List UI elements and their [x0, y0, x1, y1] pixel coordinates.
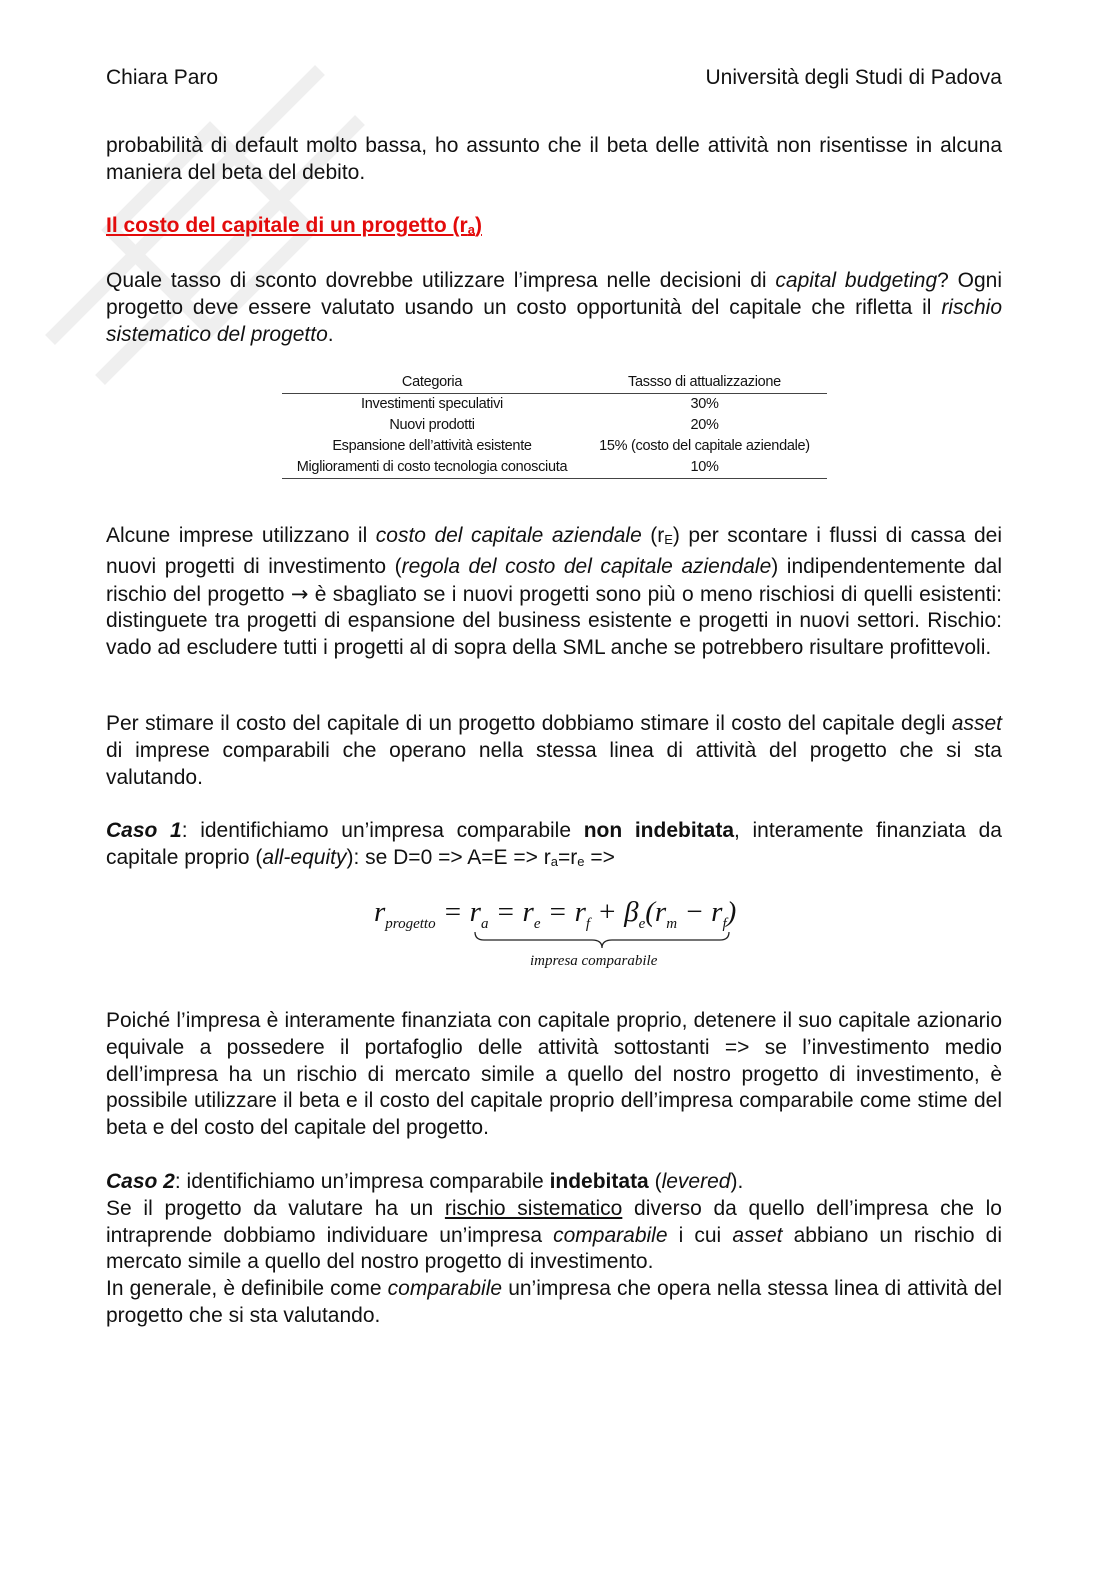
- emphasis-asset: asset: [732, 1223, 783, 1247]
- emphasis-rischio-sistematico: rischio sistematico del progetto: [106, 295, 1002, 346]
- formula-paren: ): [726, 896, 737, 928]
- table-cell: Espansione dell’attività esistente: [332, 438, 532, 454]
- arrow-icon: →: [290, 581, 309, 606]
- table-row: [282, 457, 827, 479]
- text-run: abbiano un rischio di mercato simile a quello del nostro progetto di investimento.: [106, 1223, 1003, 1274]
- text-run: =r: [558, 845, 578, 869]
- formula-symbol: r: [522, 896, 534, 928]
- emphasis-levered: levered: [661, 1170, 731, 1193]
- underbrace-label: impresa comparabile: [530, 953, 658, 969]
- text-run: ).: [730, 1170, 744, 1193]
- text-run: Se il progetto da valutare ha un: [106, 1196, 445, 1220]
- underlined-rischio-sistematico: rischio sistematico: [444, 1196, 623, 1220]
- header-university: Università degli Studi di Padova: [705, 66, 1002, 89]
- table-cell: Nuovi prodotti: [389, 417, 475, 433]
- formula-beta: β: [624, 896, 639, 928]
- formula-subscript: e: [533, 915, 541, 932]
- text-run: ): se D=0 => A=E => r: [346, 845, 551, 869]
- subscript: a: [550, 853, 558, 869]
- underbrace: [474, 930, 730, 950]
- section-heading-text: Il costo del capitale di un progetto (r: [106, 214, 468, 237]
- table-row: [282, 436, 827, 457]
- text-run: ? Ogni progetto deve essere valutato usando un costo opportunità del capitale che rifletta il: [106, 269, 1002, 319]
- formula-paren: (: [645, 896, 655, 928]
- table-cell: 30%: [690, 396, 719, 412]
- formula-symbol: r: [654, 896, 667, 928]
- paragraph-costo-aziendale: [106, 523, 1002, 662]
- emphasis-costo-capitale-aziendale: costo del capitale aziendale: [375, 524, 642, 547]
- paragraph-stima: [106, 711, 1002, 791]
- header-author: Chiara Paro: [106, 66, 219, 89]
- formula-symbol: r: [374, 896, 386, 928]
- text-run: Alcune imprese utilizzano il: [106, 524, 376, 547]
- table-cell: Miglioramenti di costo tecnologia conosciuta: [296, 459, 568, 475]
- paragraph-capital-budgeting: [106, 268, 1002, 348]
- text-run: Quale tasso di sconto dovrebbe utilizzare l’impresa nelle decisioni di: [106, 269, 776, 292]
- text-run: è sbagliato se i nuovi progetti sono più o meno rischiosi di quelli esistenti: distinguete tra progetti di espansione del business esistente e progetti in nuovi settori. Rischio: vado ad escludere tutti i progetti al di sopra della SML anche se potrebbero risultare profittevoli.: [106, 582, 1002, 660]
- emphasis-comparabile: comparabile: [553, 1223, 668, 1247]
- formula-costo-progetto: [374, 896, 754, 976]
- paragraph-caso-2: [106, 1169, 1002, 1330]
- text-run: diverso da quello dell’impresa che lo intraprende dobbiamo individuare un’impresa: [106, 1196, 1002, 1247]
- text-run: (: [648, 1170, 662, 1193]
- text-run: ) per scontare i flussi di cassa dei nuovi progetti di investimento (: [106, 524, 1003, 578]
- formula-subscript: f: [585, 915, 591, 932]
- caso-1-label: Caso 1: [106, 819, 182, 842]
- text-run: (r: [641, 524, 665, 547]
- emphasis-asset: asset: [951, 712, 1002, 735]
- text-run: =>: [584, 845, 615, 869]
- emphasis-capital-budgeting: capital budgeting: [775, 269, 938, 292]
- formula-operator: =: [488, 896, 523, 928]
- text-run: Per stimare il costo del capitale di un progetto dobbiamo stimare il costo del capitale degli: [106, 712, 952, 735]
- formula-subscript: a: [480, 915, 489, 932]
- paragraph-poiche: Poiché l’impresa è interamente finanziata con capitale proprio, detenere il suo capitale azionario equivale a possedere il portafoglio delle attività sottostanti => se l’investimento medio dell’impresa ha un rischio di mercato simile a quello del nostro progetto di investimento, è possibile utilizzare il beta e il costo del capitale proprio dell’impresa comparabile come stime del beta e del costo del capitale del progetto.: [106, 1009, 1002, 1140]
- formula-expression: [374, 896, 736, 933]
- bold-non-indebitata: non indebitata: [583, 819, 735, 842]
- text-run: In generale, è definibile come: [106, 1277, 388, 1301]
- formula-operator: =: [435, 896, 470, 928]
- formula-symbol: r: [574, 896, 586, 928]
- text-run: i cui: [667, 1223, 733, 1247]
- formula-subscript: progetto: [385, 915, 436, 932]
- table-header-categoria: Categoria: [401, 374, 463, 390]
- formula-operator: +: [590, 896, 625, 928]
- table-cell: Investimenti speculativi: [361, 396, 503, 412]
- table-cell: 15% (costo del capitale aziendale): [599, 438, 810, 454]
- formula-operator: −: [677, 896, 712, 928]
- section-heading-close: ): [474, 214, 482, 237]
- table-header-row: [282, 372, 827, 394]
- emphasis-regola: regola del costo del capitale aziendale: [401, 554, 772, 578]
- subscript: e: [577, 853, 585, 869]
- text-run: .: [327, 322, 334, 346]
- text-run: , interamente finanziata da capitale proprio (: [106, 819, 1002, 869]
- formula-subscript: f: [722, 915, 727, 932]
- text-run: : identifichiamo un’impresa comparabile: [181, 819, 584, 842]
- emphasis-comparabile: comparabile: [387, 1277, 503, 1301]
- subscript: E: [664, 532, 673, 547]
- table-row: [282, 415, 827, 436]
- formula-symbol: r: [711, 896, 723, 928]
- formula-subscript: m: [666, 915, 678, 932]
- table-row: [282, 394, 827, 416]
- paragraph-caso-1: [106, 818, 1002, 876]
- section-heading-subscript: a: [467, 222, 475, 237]
- formula-symbol: r: [469, 896, 481, 928]
- table-header-tasso: Tassso di attualizzazione: [628, 374, 781, 390]
- formula-operator: =: [540, 896, 575, 928]
- text-run: di imprese comparabili che operano nella stessa linea di attività del progetto che si sta valutando.: [106, 738, 1002, 789]
- text-run: un’impresa che opera nella stessa linea di attività del progetto che si sta valutando.: [106, 1277, 1002, 1327]
- caso-2-label: Caso 2: [106, 1170, 175, 1193]
- text-run: ) indipendentemente dal rischio del progetto: [106, 554, 1002, 606]
- table-cell: 20%: [690, 417, 719, 433]
- emphasis-all-equity: all-equity: [262, 845, 347, 869]
- table-cell: 10%: [690, 459, 719, 475]
- intro-paragraph: probabilità di default molto bassa, ho assunto che il beta delle attività non risentisse in alcuna maniera del beta del debito.: [106, 134, 1002, 184]
- formula-subscript: e: [638, 915, 646, 932]
- discount-rate-table: [282, 372, 827, 479]
- section-heading: [106, 214, 482, 238]
- bold-indebitata: indebitata: [549, 1170, 649, 1193]
- text-run: : identifichiamo un’impresa comparabile: [174, 1170, 550, 1193]
